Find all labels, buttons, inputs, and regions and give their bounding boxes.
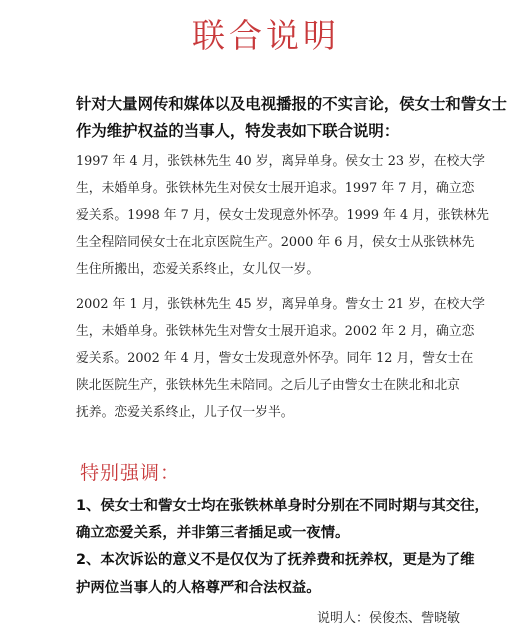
page-title: 联合说明: [192, 16, 340, 55]
emphasis-line: 2、本次诉讼的意义不是仅仅为了抚养费和抚养权，更是为了维: [76, 552, 475, 569]
paragraph-line: 抚养。恋爱关系终止，儿子仅一岁半。: [76, 405, 294, 420]
paragraph-line: 2002 年 1 月，张铁林先生 45 岁，离异单身。訾女士 21 岁，在校大学: [76, 297, 485, 312]
paragraph-line: 爱关系。2002 年 4 月，訾女士发现意外怀孕。同年 12 月，訾女士在: [76, 351, 474, 366]
paragraph-zi: [76, 291, 516, 426]
paragraph-line: 生全程陪同侯女士在北京医院生产。2000 年 6 月，侯女士从张铁林先: [76, 235, 475, 250]
signer-line: 说明人：侯俊杰、訾晓敏: [317, 611, 461, 626]
intro-line: 作为维护权益的当事人，特发表如下联合说明：: [76, 122, 400, 140]
paragraph-hou: [76, 148, 516, 283]
emphasis-line: 1、侯女士和訾女士均在张铁林单身时分别在不同时期与其交往，: [76, 498, 489, 514]
paragraph-line: 生，未婚单身。张铁林先生对訾女士展开追求。2002 年 2 月，确立恋: [76, 324, 475, 339]
intro-line: 针对大量网传和媒体以及电视播报的不实言论，侯女士和訾女士: [76, 95, 507, 113]
paragraph-line: 生住所搬出，恋爱关系终止，女儿仅一岁。: [76, 262, 320, 277]
paragraph-line: 爱关系。1998 年 7 月，侯女士发现意外怀孕。1999 年 4 月，张铁林先: [76, 208, 489, 223]
paragraph-line: 1997 年 4 月，张铁林先生 40 岁，离异单身。侯女士 23 岁，在校大学: [76, 154, 485, 169]
emphasis-heading: 特别强调：: [80, 462, 181, 484]
paragraph-line: 陕北医院生产，张铁林先生未陪同。之后儿子由訾女士在陕北和北京: [76, 378, 460, 393]
paragraph-line: 生，未婚单身。张铁林先生对侯女士展开追求。1997 年 7 月，确立恋: [76, 181, 475, 196]
emphasis-line: 确立恋爱关系，并非第三者插足或一夜情。: [76, 525, 350, 542]
emphasis-list: [76, 493, 526, 602]
intro-text: [76, 91, 516, 145]
emphasis-line: 护两位当事人的人格尊严和合法权益。: [76, 579, 321, 596]
